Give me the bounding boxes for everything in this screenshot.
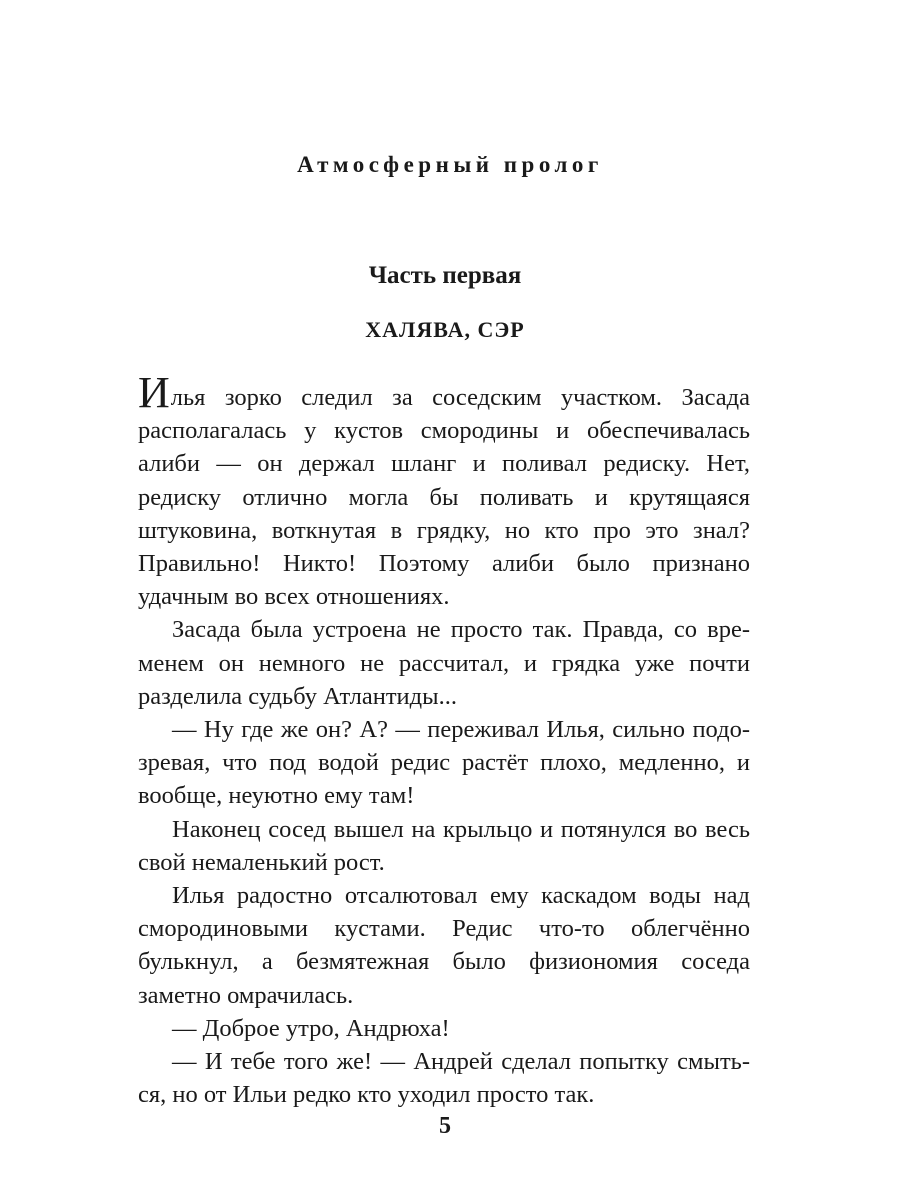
page-number: 5 — [439, 1113, 451, 1139]
paragraph: — Ну где же он? А? — переживал Илья, сильно подозревая, что под водой редис растёт плохо, медленно, и вообще, неуютно ему там! — [138, 716, 750, 810]
paragraph: Илья радостно отсалютовал ему каскадом воды над смородиновыми кустами. Редис что-то облегчённо булькнул, а безмятежная было физиономия соседа заметно омрачилась. — [138, 882, 750, 1009]
part-title: Часть первая — [368, 262, 522, 289]
running-header: Атмосферный пролог — [297, 152, 603, 177]
paragraph: — И тебе того же! — Андрей сделал попытку смыться, но от Ильи редко кто уходил просто так. — [138, 1048, 750, 1109]
paragraph — [138, 368, 750, 613]
body-text — [138, 368, 750, 1111]
paragraph: Засада была устроена не просто так. Правда, со временем он немного не рассчитал, и грядка уже почти разделила судьбу Атлантиды... — [138, 616, 750, 710]
paragraph: — Доброе утро, Андрюха! — [172, 1014, 450, 1042]
paragraph-text: лья зорко следил за соседским участком. Засада располагалась у кустов смородины и обеспечивалась алиби — он держал шланг и поливал редиску. Нет, редиску отлично могла бы поливать и крутящаяся штуковина, воткнутая в грядку, но кто про это знал? Правильно! Никто! Поэтому алиби было признано удачным во всех отношениях. — [138, 384, 750, 611]
chapter-title: ХАЛЯВА, СЭР — [365, 317, 525, 342]
drop-cap-letter: И — [138, 368, 170, 417]
paragraph: Наконец сосед вышел на крыльцо и потянулся во весь свой немаленький рост. — [138, 815, 750, 876]
